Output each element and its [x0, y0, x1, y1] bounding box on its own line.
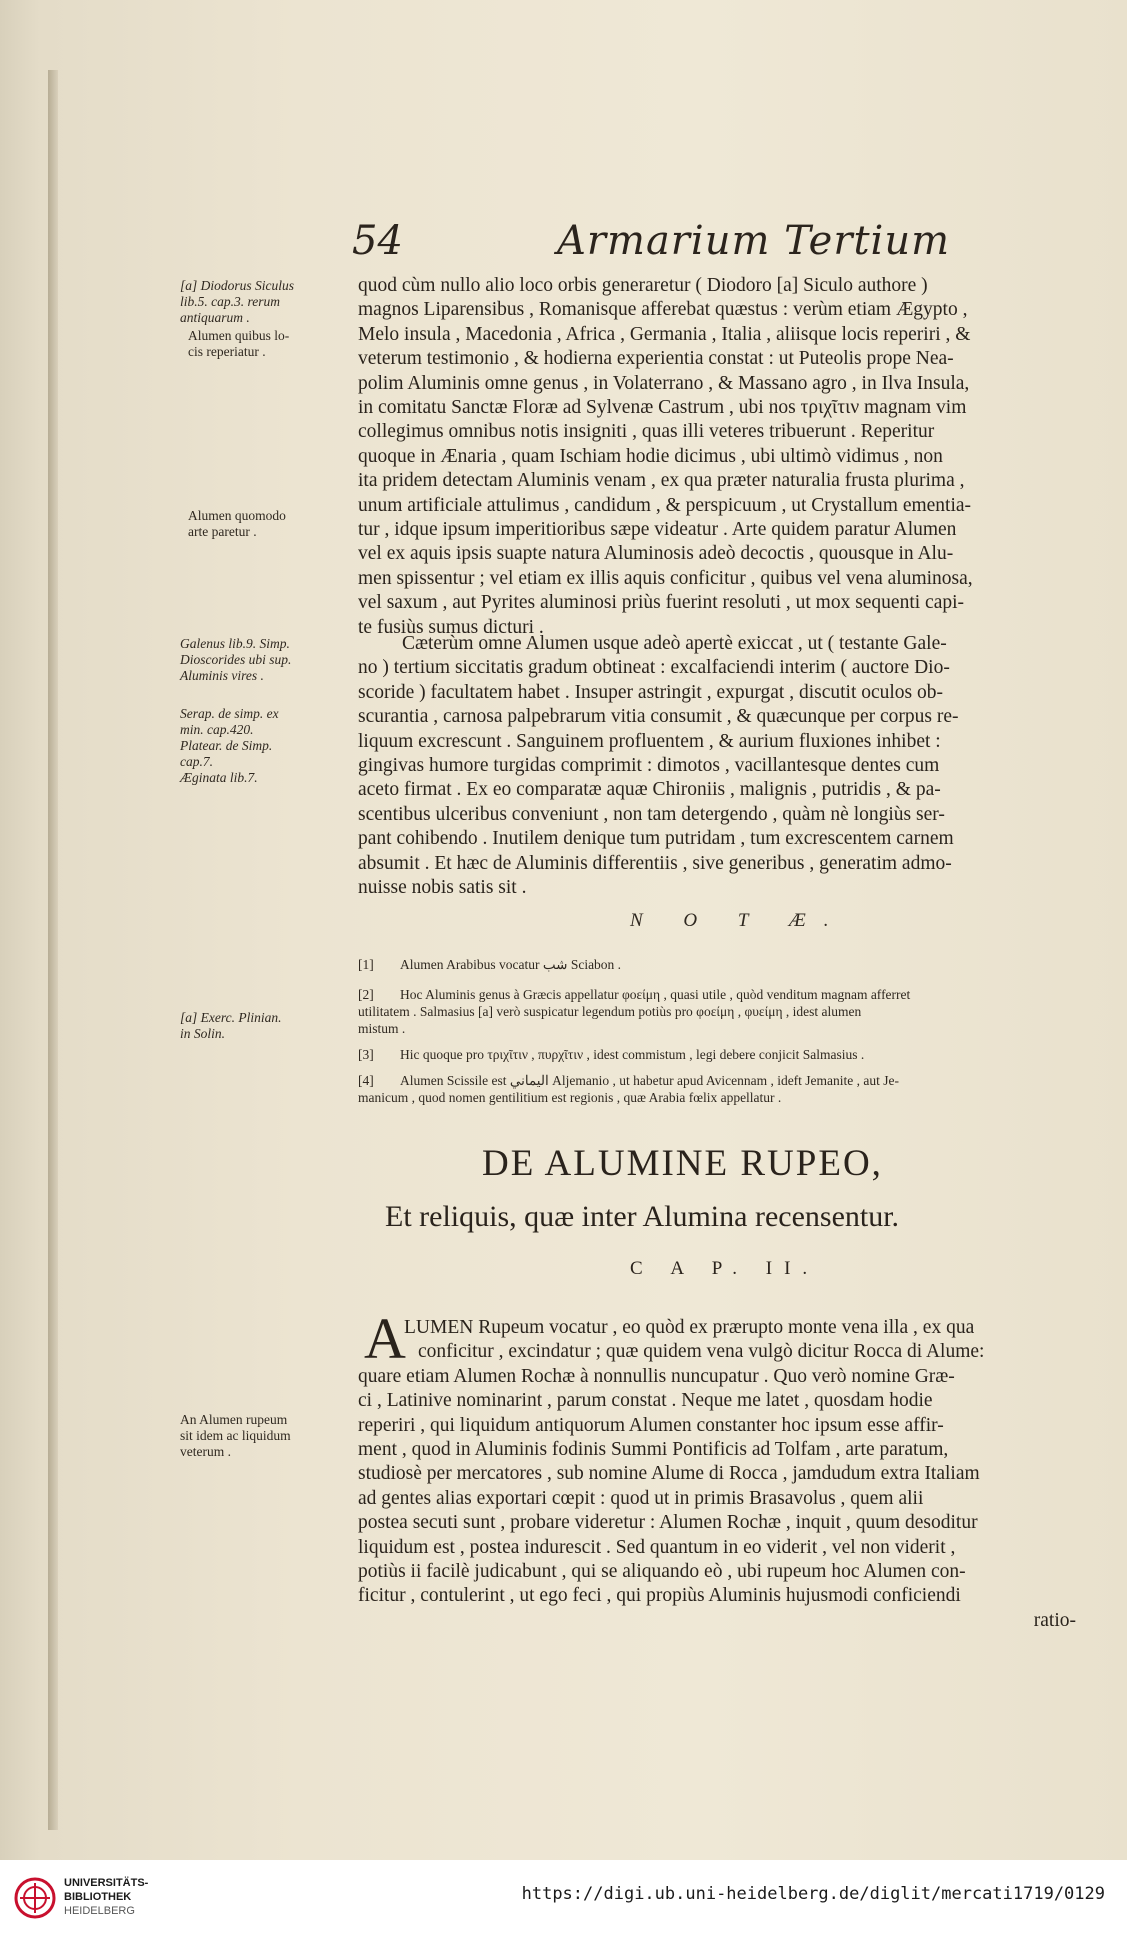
text-line: liquidum est , postea indurescit . Sed quantum in eo viderit , vel non viderit , [358, 1536, 956, 1558]
footnote-3 [358, 1046, 1076, 1063]
text-line: scurantia , carnosa palpebrarum vitia consumit , & quæcunque per corpus re- [358, 706, 959, 728]
text-line: unum artificiale attulimus , candidum , & perspicuum , ut Crystallum ementia- [358, 494, 972, 516]
text-line: te fusiùs sumus dicturi . [358, 616, 544, 638]
margin-note-line: [a] Diodorus Siculus [180, 278, 295, 293]
margin-note-line: arte paretur . [188, 524, 257, 539]
text-line: postea secuti sunt , probare videretur : Alumen Rochæ , inquit , quum desoditur [358, 1512, 978, 1534]
margin-note-line: Platear. de Simp. [180, 738, 273, 753]
margin-note-line: Alumen quibus lo- [188, 328, 290, 343]
margin-note-line: cis reperiatur . [188, 344, 266, 359]
paragraph-1 [358, 274, 1076, 640]
margin-note-alumen-rupeum [180, 1412, 355, 1460]
logo-line: HEIDELBERG [64, 1905, 135, 1917]
text-line: quare etiam Alumen Rochæ à nonnullis nuncupatur . Quo verò nomine Græ- [358, 1365, 955, 1387]
university-seal-icon [14, 1877, 56, 1919]
footnote-2 [358, 986, 1076, 1037]
footnote-line: utilitatem . Salmasius [a] verò suspicatur legendum potiùs pro φοείμη , φυείμη , idest alumen [358, 1004, 862, 1019]
page-number: 54 [352, 218, 403, 264]
margin-note-line: Serap. de simp. ex [180, 706, 279, 721]
text-line: ad gentes alias exportari cœpit : quod ut in primis Brasavolus , quem alii [358, 1487, 924, 1509]
margin-note-arte-paretur [188, 508, 358, 540]
margin-note-galenus [180, 636, 350, 684]
margin-note-line: in Solin. [180, 1026, 226, 1041]
footnote-number: [1] [358, 957, 374, 972]
footnote-1 [358, 956, 1076, 973]
text-line: pant cohibendo . Inutilem denique tum putridam , tum excrescentem carnem [358, 828, 954, 850]
text-line: absumit . Et hæc de Aluminis differentiis , sive generibus , generatim admo- [358, 852, 952, 874]
text-line: collegimus omnibus notis insigniti , quas illi veteres tribuerunt . Reperitur [358, 421, 935, 443]
text-line: Melo insula , Macedonia , Africa , Germania , Italia , aliisque locis reperiri , & [358, 323, 971, 345]
footnote-number: [3] [358, 1047, 374, 1062]
footnote-4 [358, 1072, 1076, 1106]
text-line: ratio- [1033, 1609, 1076, 1631]
text-line: gingivas humore turgidas comprimit : dimotos , vacillantesque dentes cum [358, 755, 940, 777]
margin-note-alumen-locis [188, 328, 358, 360]
text-line: LUMEN Rupeum vocatur , eo quòd ex prærupto monte vena illa , ex qua [404, 1317, 975, 1338]
logo-line: UNIVERSITÄTS- [64, 1877, 149, 1889]
paragraph-3 [358, 1316, 1076, 1633]
margin-note-line: antiquarum . [180, 310, 250, 325]
running-title: Armarium Tertium [557, 218, 951, 264]
margin-note-line: An Alumen rupeum [180, 1412, 288, 1427]
footnote-line: manicum , quod nomen gentilitium est regionis , quæ Arabia fœlix appellatur . [358, 1090, 782, 1105]
margin-note-serapion [180, 706, 350, 786]
margin-note-line: Alumen quomodo [188, 508, 286, 523]
text-line: vel ex aquis ipsis suapte natura Aluminosis adeò decoctis , quousque in Alu- [358, 543, 954, 565]
text-line: vel saxum , aut Pyrites aluminosi priùs fuerint resoluti , ut mox sequenti capi- [358, 592, 965, 614]
text-line: ci , Latinive nominarint , parum constat . Neque me latet , quosdam hodie [358, 1390, 933, 1412]
text-line: conficitur , excindatur ; quæ quidem vena vulgò dicitur Rocca di Alume: [418, 1341, 985, 1363]
text-line: liquum excrescunt . Sanguinem profluentem , & aurium fluxiones inhibet : [358, 730, 941, 752]
text-line: polim Aluminis omne genus , in Volaterrano , & Massano agro , in Ilva Insula, [358, 372, 970, 394]
margin-note-line: Galenus lib.9. Simp. [180, 636, 290, 651]
text-line: ita pridem detectam Aluminis venam , ex qua præter naturalia frusta plurima , [358, 470, 965, 492]
margin-note-line: Dioscorides ubi sup. [180, 652, 292, 667]
text-line: aceto firmat . Ex eo comparatæ aquæ Chironiis , malignis , putridis , & pa- [358, 779, 941, 801]
footnote-line: Hic quoque pro τριχῖτιν , πυρχῖτιν , idest commistum , legi debere conjicit Salmasius . [400, 1047, 865, 1062]
margin-note-line: Æginata lib.7. [180, 770, 258, 785]
text-line: Cæterùm omne Alumen usque adeò apertè exiccat , ut ( testante Gale- [402, 633, 947, 654]
text-line: in comitatu Sanctæ Floræ ad Sylvenæ Castrum , ubi nos τριχῖτιν magnam vim [358, 397, 967, 419]
margin-note-line: [a] Exerc. Plinian. [180, 1010, 282, 1025]
text-line: studiosè per mercatores , sub nomine Alume di Rocca , jamdudum extra Italiam [358, 1463, 980, 1485]
paragraph-2 [358, 632, 1076, 900]
section-subtitle: Et reliquis, quæ inter Alumina recensentur. [385, 1200, 900, 1233]
margin-note-line: sit idem ac liquidum [180, 1428, 291, 1443]
footnote-line: Alumen Scissile est اليماني Aljemanio , ut habetur apud Avicennam , ideft Jemanite , aut Je- [400, 1073, 900, 1088]
footnote-line: Hoc Aluminis genus à Græcis appellatur φοείμη , quasi utile , quòd venditum magnam afferret [400, 987, 911, 1002]
footer-bar [0, 1860, 1127, 1936]
text-line: ficitur , contulerint , ut ego feci , qui propiùs Aluminis hujusmodi conficiendi [358, 1585, 961, 1607]
text-line: nuisse nobis satis sit . [358, 877, 527, 899]
drop-cap: A [364, 1306, 406, 1371]
text-line: ment , quod in Aluminis fodinis Summi Pontificis ad Tolfam , arte paratum, [358, 1439, 949, 1461]
footnote-number: [2] [358, 987, 374, 1002]
text-line: scentibus ulceribus conveniunt , non tam detergendo , quàm nè longiùs ser- [358, 803, 945, 825]
text-line: quod cùm nullo alio loco orbis generaretur ( Diodoro [a] Siculo authore ) [358, 275, 928, 296]
library-logo-text [64, 1876, 148, 1918]
margin-note-line: Aluminis vires . [180, 668, 264, 683]
logo-line: BIBLIOTHEK [64, 1891, 132, 1903]
text-line: reperiri , qui liquidum antiquorum Alumen constanter hoc ipsum esse affir- [358, 1414, 944, 1436]
text-line: men spissentur ; vel etiam ex illis aquis conficitur , quibus vel vena aluminosa, [358, 567, 973, 589]
text-line: potiùs ii facilè judicabunt , qui se aliquando eò , ubi rupeum hoc Alumen con- [358, 1561, 966, 1583]
margin-note-exerc-plinian [180, 1010, 350, 1042]
text-line: scoride ) facultatem habet . Insuper astringit , expurgat , discutit oculos ob- [358, 681, 944, 703]
margin-note-line: cap.7. [180, 754, 213, 769]
text-line: magnos Liparensibus , Romanisque afferebat quæstus : verùm etiam Ægypto , [358, 299, 968, 321]
text-line: no ) tertium siccitatis gradum obtineat : excalfaciendi interim ( auctore Dio- [358, 657, 950, 679]
page-header [352, 218, 1072, 278]
chapter-label: C A P. II. [630, 1258, 820, 1279]
footnote-number: [4] [358, 1073, 374, 1088]
text-line: veterum testimonio , & hodierna experientia constat : ut Puteolis prope Nea- [358, 348, 954, 370]
margin-note-line: lib.5. cap.3. rerum [180, 294, 280, 309]
margin-note-line: min. cap.420. [180, 722, 254, 737]
text-line: tur , idque ipsum imperitioribus sæpe videatur . Arte quidem paratur Alumen [358, 519, 957, 541]
margin-note-diodorus [180, 278, 350, 326]
book-spine-edge [48, 70, 58, 1830]
margin-note-line: veterum . [180, 1444, 231, 1459]
footnote-line: mistum . [358, 1021, 406, 1036]
notes-heading: N O T Æ. [630, 910, 847, 931]
text-line: quoque in Ænaria , quam Ischiam hodie dicimus , ubi ultimò vidimus , non [358, 445, 943, 467]
permalink-url[interactable]: https://digi.ub.uni-heidelberg.de/diglit/mercati1719/0129 [521, 1884, 1105, 1904]
footnote-line: Alumen Arabibus vocatur شب Sciabon . [400, 957, 622, 972]
section-title: DE ALUMINE RUPEO, [482, 1143, 883, 1184]
